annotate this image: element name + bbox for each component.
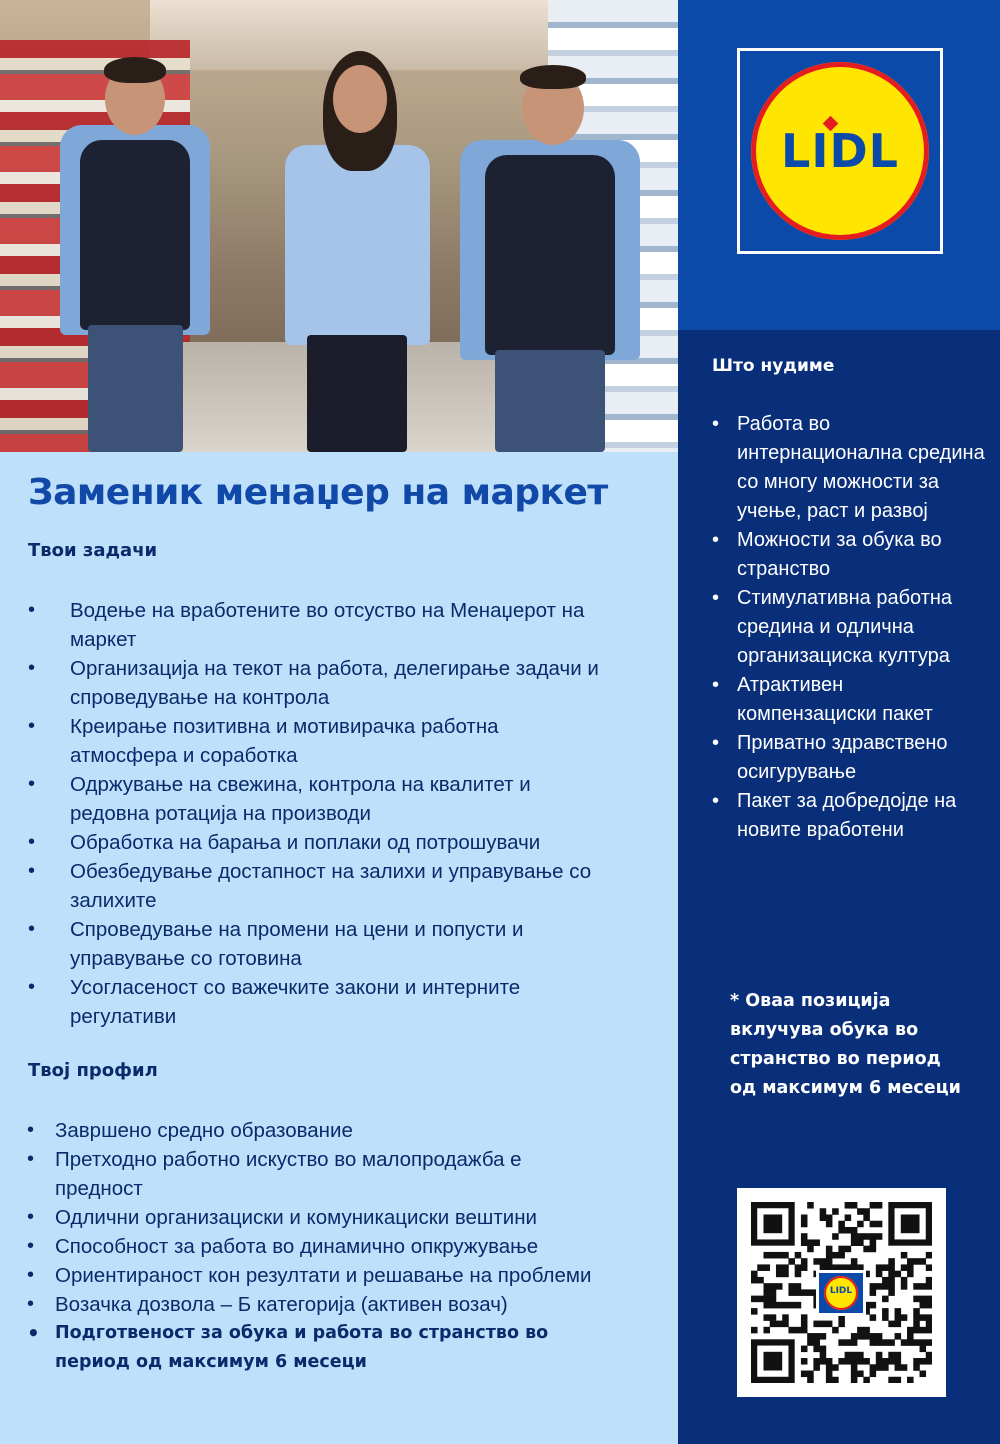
qr-module (926, 1283, 932, 1290)
qr-module (813, 1321, 820, 1328)
qr-module (763, 1296, 770, 1303)
qr-logo-text: LIDL (829, 1286, 853, 1296)
qr-module (888, 1271, 895, 1278)
list-item: • Можности за обука во странство (737, 526, 987, 584)
qr-module (770, 1314, 777, 1321)
qr-module (920, 1327, 927, 1334)
staff-photo (0, 0, 678, 452)
qr-module (838, 1321, 845, 1328)
qr-module (820, 1208, 827, 1215)
offer-heading: Што нудиме (712, 356, 835, 376)
list-item: • Способност за работа во динамично опкружување (55, 1232, 615, 1261)
qr-module (751, 1296, 758, 1303)
qr-module (876, 1358, 883, 1365)
qr-module (926, 1277, 932, 1284)
qr-module (870, 1233, 877, 1240)
qr-module (895, 1271, 902, 1278)
qr-module (776, 1252, 783, 1259)
qr-module (776, 1283, 783, 1290)
tasks-list (70, 596, 610, 1031)
lidl-logo-icon (737, 48, 943, 254)
qr-module (826, 1377, 833, 1383)
qr-module (851, 1377, 858, 1383)
qr-module (857, 1239, 864, 1246)
qr-module (832, 1233, 839, 1240)
qr-module (907, 1258, 914, 1265)
qr-module (807, 1289, 814, 1296)
qr-module (863, 1214, 870, 1221)
qr-module (770, 1296, 777, 1303)
qr-module (926, 1264, 932, 1271)
job-title: Заменик менаџер на маркет (28, 472, 608, 513)
qr-module (920, 1258, 927, 1265)
list-item: • Стимулативна работна средина и одлична организациска култура (737, 584, 987, 671)
qr-module (895, 1333, 902, 1340)
logo-text: LIDL (781, 124, 899, 178)
qr-module (907, 1327, 914, 1334)
qr-module (782, 1271, 789, 1278)
qr-module (901, 1277, 908, 1284)
qr-module (907, 1333, 914, 1340)
qr-module (795, 1302, 802, 1309)
qr-module (770, 1321, 777, 1328)
qr-module (920, 1302, 927, 1309)
qr-module (926, 1302, 932, 1309)
qr-module (788, 1327, 795, 1334)
qr-module (813, 1364, 820, 1371)
qr-module (882, 1339, 889, 1346)
list-item: • Одржување на свежина, контрола на квалитет и редовна ротација на производи (70, 770, 610, 828)
qr-finder (763, 1214, 782, 1233)
qr-module (870, 1202, 877, 1209)
qr-module (795, 1327, 802, 1334)
qr-module (826, 1371, 833, 1378)
tasks-heading: Твои задачи (28, 540, 158, 561)
qr-module (876, 1364, 883, 1371)
qr-module (788, 1289, 795, 1296)
qr-module (801, 1264, 808, 1271)
qr-module (882, 1358, 889, 1365)
qr-module (795, 1283, 802, 1290)
qr-module (920, 1296, 927, 1303)
qr-module (863, 1358, 870, 1365)
qr-module (870, 1339, 877, 1346)
qr-module (788, 1283, 795, 1290)
qr-module (826, 1321, 833, 1328)
qr-module (888, 1283, 895, 1290)
qr-module (870, 1221, 877, 1228)
qr-module (857, 1233, 864, 1240)
qr-module (826, 1364, 833, 1371)
qr-module (832, 1208, 839, 1215)
qr-module (795, 1271, 802, 1278)
qr-module (876, 1233, 883, 1240)
qr-module (907, 1271, 914, 1278)
qr-module (920, 1283, 927, 1290)
qr-module (863, 1208, 870, 1215)
qr-code-icon[interactable] (737, 1188, 946, 1397)
qr-module (851, 1239, 858, 1246)
qr-module (920, 1371, 927, 1378)
qr-module (882, 1264, 889, 1271)
qr-module (876, 1202, 883, 1209)
qr-module (870, 1364, 877, 1371)
qr-module (920, 1346, 927, 1353)
qr-module (813, 1333, 820, 1340)
qr-module (807, 1239, 814, 1246)
qr-module (826, 1258, 833, 1265)
qr-module (913, 1314, 920, 1321)
qr-module (913, 1339, 920, 1346)
qr-module (751, 1327, 758, 1334)
qr-module (870, 1333, 877, 1340)
list-item: • Пакет за добредојде на новите вработени (737, 787, 987, 845)
qr-module (782, 1321, 789, 1328)
qr-module (851, 1202, 858, 1209)
profile-list (55, 1116, 615, 1377)
qr-module (926, 1358, 932, 1365)
qr-module (776, 1264, 783, 1271)
qr-module (776, 1271, 783, 1278)
qr-module (751, 1271, 758, 1278)
qr-module (901, 1339, 908, 1346)
qr-module (913, 1364, 920, 1371)
qr-module (788, 1258, 795, 1265)
qr-module (857, 1221, 864, 1228)
qr-module (913, 1283, 920, 1290)
qr-module (851, 1227, 858, 1234)
qr-module (901, 1364, 908, 1371)
qr-module (820, 1333, 827, 1340)
qr-module (857, 1327, 864, 1334)
qr-module (851, 1233, 858, 1240)
qr-module (895, 1358, 902, 1365)
qr-module (845, 1352, 852, 1359)
list-item: • Спроведување на промени на цени и попусти и управување со готовина (70, 915, 610, 973)
list-item: • Подготвеност за обука и работа во странство во период од максимум 6 месеци (55, 1319, 615, 1377)
qr-module (826, 1214, 833, 1221)
qr-module (776, 1321, 783, 1328)
qr-module (907, 1264, 914, 1271)
qr-module (782, 1252, 789, 1259)
qr-module (882, 1364, 889, 1371)
qr-module (888, 1277, 895, 1284)
list-item: • Обработка на барања и поплаки од потрошувачи (70, 828, 610, 857)
list-item: • Ориентираност кон резултати и решавање на проблеми (55, 1261, 615, 1290)
qr-module (795, 1252, 802, 1259)
qr-module (801, 1239, 808, 1246)
qr-module (870, 1314, 877, 1321)
qr-module (863, 1333, 870, 1340)
qr-module (926, 1327, 932, 1334)
qr-finder (901, 1214, 920, 1233)
qr-module (888, 1289, 895, 1296)
qr-module (907, 1339, 914, 1346)
offer-list (737, 410, 987, 845)
qr-finder (763, 1352, 782, 1371)
qr-module (826, 1252, 833, 1259)
qr-module (901, 1252, 908, 1259)
qr-module (838, 1246, 845, 1253)
qr-module (795, 1264, 802, 1271)
qr-module (888, 1321, 895, 1328)
qr-module (807, 1371, 814, 1378)
job-description (0, 452, 678, 1444)
qr-module (913, 1327, 920, 1334)
qr-module (801, 1233, 808, 1240)
qr-module (895, 1364, 902, 1371)
qr-module (851, 1339, 858, 1346)
qr-module (870, 1283, 877, 1290)
qr-module (920, 1314, 927, 1321)
qr-module (820, 1352, 827, 1359)
qr-module (888, 1352, 895, 1359)
qr-module (913, 1321, 920, 1328)
qr-module (788, 1302, 795, 1309)
qr-logo-circle (824, 1276, 858, 1310)
qr-module (801, 1327, 808, 1334)
qr-module (876, 1271, 883, 1278)
qr-module (876, 1283, 883, 1290)
qr-module (920, 1339, 927, 1346)
list-item: • Креирање позитивна и мотивирачка работна атмосфера и соработка (70, 712, 610, 770)
qr-module (851, 1371, 858, 1378)
qr-module (838, 1339, 845, 1346)
qr-module (801, 1314, 808, 1321)
qr-module (757, 1296, 764, 1303)
qr-module (801, 1214, 808, 1221)
qr-module (795, 1289, 802, 1296)
qr-module (901, 1314, 908, 1321)
qr-module (807, 1333, 814, 1340)
qr-module (751, 1308, 758, 1315)
qr-module (763, 1302, 770, 1309)
qr-module (807, 1339, 814, 1346)
qr-module (770, 1289, 777, 1296)
qr-module (782, 1314, 789, 1321)
qr-module (907, 1377, 914, 1383)
qr-module (857, 1358, 864, 1365)
qr-module (820, 1358, 827, 1365)
logo-circle (751, 62, 929, 240)
qr-module (857, 1371, 864, 1378)
qr-module (801, 1346, 808, 1353)
qr-module (888, 1264, 895, 1271)
list-item: • Водење на вработените во отсуство на Менаџерот на маркет (70, 596, 610, 654)
qr-module (882, 1308, 889, 1315)
qr-module (913, 1296, 920, 1303)
list-item: • Работа во интернационална средина со многу можности за учење, раст и развој (737, 410, 987, 526)
qr-module (863, 1327, 870, 1334)
qr-module (801, 1221, 808, 1228)
qr-module (757, 1264, 764, 1271)
qr-module (770, 1302, 777, 1309)
qr-module (763, 1327, 770, 1334)
qr-module (876, 1264, 883, 1271)
qr-module (845, 1202, 852, 1209)
qr-module (876, 1221, 883, 1228)
qr-module (888, 1377, 895, 1383)
qr-module (882, 1296, 889, 1303)
qr-module (926, 1339, 932, 1346)
list-item: • Приватно здравствено осигурување (737, 729, 987, 787)
qr-module (845, 1339, 852, 1346)
qr-module (832, 1364, 839, 1371)
qr-module (813, 1239, 820, 1246)
qr-module (857, 1333, 864, 1340)
qr-module (913, 1258, 920, 1265)
qr-module (876, 1339, 883, 1346)
qr-module (876, 1352, 883, 1359)
qr-module (895, 1352, 902, 1359)
qr-module (838, 1358, 845, 1365)
qr-module (888, 1258, 895, 1265)
qr-module (807, 1202, 814, 1209)
logo-panel (678, 0, 1000, 330)
qr-module (913, 1308, 920, 1315)
list-item: • Претходно работно искуство во малопродажба е предност (55, 1145, 615, 1203)
qr-module (926, 1352, 932, 1359)
qr-module (895, 1321, 902, 1328)
qr-module (870, 1289, 877, 1296)
qr-module (870, 1371, 877, 1378)
qr-module (857, 1208, 864, 1215)
qr-module (770, 1283, 777, 1290)
qr-module (863, 1377, 870, 1383)
list-item: • Усогласеност со важечките закони и интерните регулативи (70, 973, 610, 1031)
qr-module (895, 1314, 902, 1321)
qr-module (801, 1371, 808, 1378)
qr-module (926, 1252, 932, 1259)
qr-module (851, 1364, 858, 1371)
qr-module (813, 1346, 820, 1353)
qr-module (876, 1333, 883, 1340)
qr-module (888, 1339, 895, 1346)
qr-module (801, 1258, 808, 1265)
qr-module (920, 1358, 927, 1365)
qr-module (832, 1252, 839, 1259)
list-item: • Возачка дозвола – Б категорија (активен возач) (55, 1290, 615, 1319)
qr-module (757, 1277, 764, 1284)
qr-module (820, 1214, 827, 1221)
qr-module (813, 1258, 820, 1265)
qr-module (801, 1289, 808, 1296)
qr-module (763, 1314, 770, 1321)
qr-module (782, 1302, 789, 1309)
qr-lidl-logo-icon (816, 1270, 866, 1316)
qr-module (838, 1221, 845, 1228)
qr-module (776, 1302, 783, 1309)
qr-module (845, 1358, 852, 1365)
qr-module (851, 1352, 858, 1359)
qr-module (820, 1346, 827, 1353)
qr-module (882, 1283, 889, 1290)
qr-module (857, 1352, 864, 1359)
qr-module (807, 1246, 814, 1253)
qr-module (863, 1246, 870, 1253)
qr-module (838, 1252, 845, 1259)
qr-module (888, 1358, 895, 1365)
qr-module (882, 1277, 889, 1284)
qr-module (801, 1321, 808, 1328)
qr-module (851, 1258, 858, 1265)
qr-module (832, 1377, 839, 1383)
qr-module (813, 1339, 820, 1346)
qr-module (870, 1239, 877, 1246)
qr-module (838, 1227, 845, 1234)
qr-module (913, 1358, 920, 1365)
qr-module (763, 1283, 770, 1290)
qr-module (901, 1283, 908, 1290)
list-item: • Атрактивен компензациски пакет (737, 671, 987, 729)
list-item: • Одлични организациски и комуникациски вештини (55, 1203, 615, 1232)
qr-module (851, 1358, 858, 1365)
qr-module (832, 1327, 839, 1334)
qr-module (782, 1264, 789, 1271)
qr-module (901, 1264, 908, 1271)
training-note: * Оваа позиција вклучува обука во странство во период од максимум 6 месеци (730, 991, 961, 1098)
qr-module (851, 1333, 858, 1340)
qr-module (926, 1321, 932, 1328)
qr-module (895, 1308, 902, 1315)
qr-module (813, 1358, 820, 1365)
qr-module (820, 1258, 827, 1265)
qr-module (826, 1358, 833, 1365)
qr-module (926, 1296, 932, 1303)
qr-module (895, 1377, 902, 1383)
list-item: • Обезбедување достапност на залихи и управување со залихите (70, 857, 610, 915)
qr-module (751, 1277, 758, 1284)
qr-module (845, 1227, 852, 1234)
qr-module (870, 1246, 877, 1253)
qr-module (801, 1358, 808, 1365)
qr-module (826, 1221, 833, 1228)
qr-module (863, 1233, 870, 1240)
qr-module (807, 1377, 814, 1383)
qr-module (845, 1214, 852, 1221)
profile-heading: Твој профил (28, 1060, 158, 1081)
list-item: • Организација на текот на работа, делегирање задачи и спроведување на контрола (70, 654, 610, 712)
qr-module (763, 1289, 770, 1296)
qr-module (763, 1264, 770, 1271)
qr-module (870, 1302, 877, 1309)
qr-module (882, 1314, 889, 1321)
qr-module (826, 1246, 833, 1253)
qr-module (845, 1246, 852, 1253)
list-item: • Завршено средно образование (55, 1116, 615, 1145)
qr-module (926, 1314, 932, 1321)
qr-module (770, 1252, 777, 1259)
qr-module (820, 1321, 827, 1328)
offer-panel (678, 330, 1000, 1444)
qr-module (763, 1252, 770, 1259)
